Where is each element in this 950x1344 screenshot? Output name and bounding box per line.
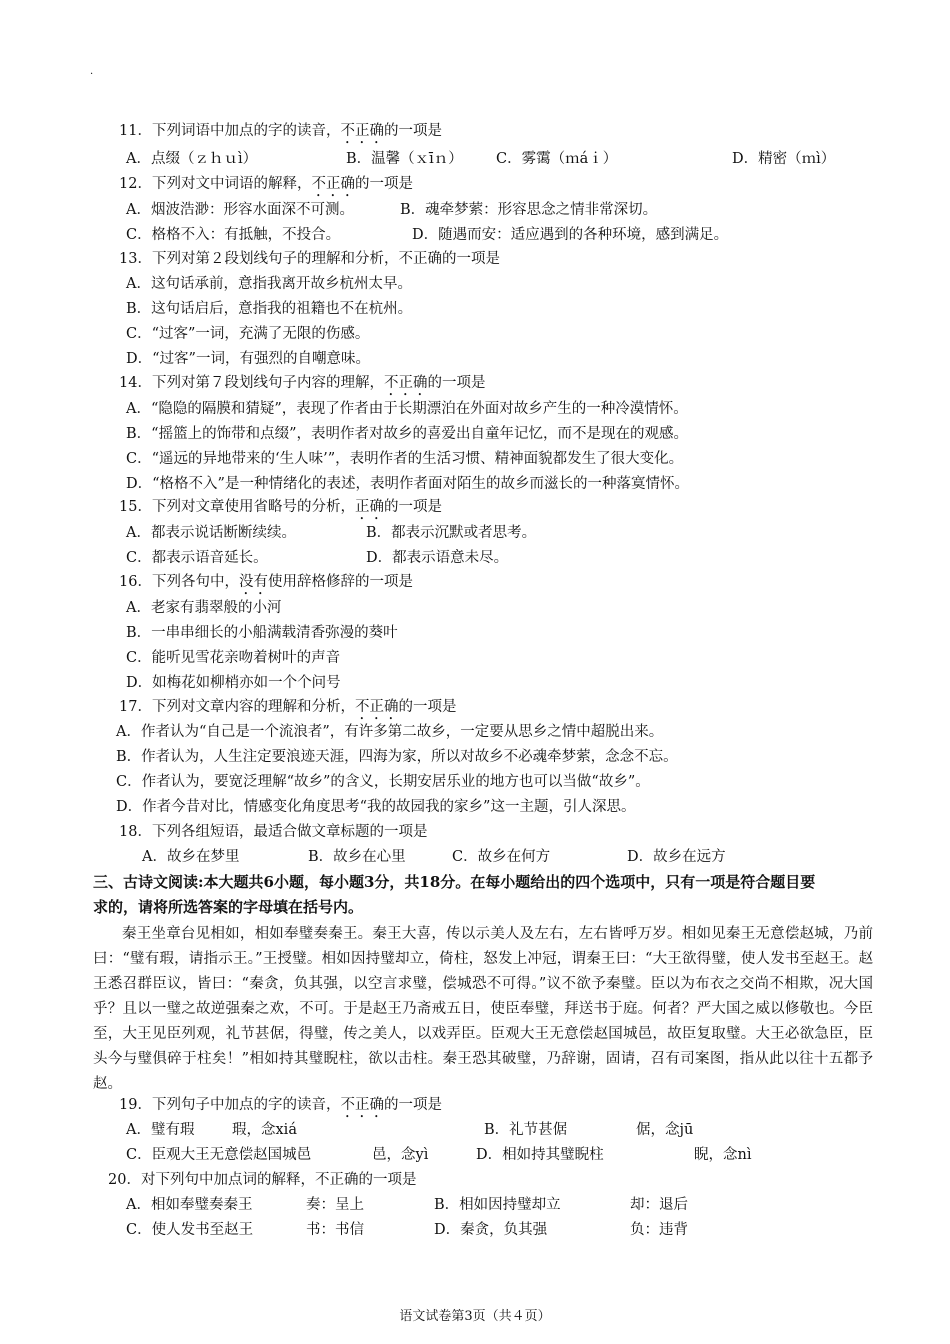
q15-option-d: D．都表示语意未尽。 (366, 550, 509, 566)
q19-option-a: A．璧有瑕 (126, 1122, 195, 1138)
q19-option-c-note: 邑，念yì (372, 1147, 429, 1163)
q16-option-d: D．如梅花如柳梢亦如一个个问号 (126, 675, 341, 691)
q12-option-a: A．烟波浩渺：形容水面深不可测。 (126, 202, 354, 218)
section-3-heading-line-1: 三、古诗文阅读:本大题共6小题，每小题3分，共18分。在每小题给出的四个选项中，只有一项是符合题目要 (93, 873, 816, 891)
q13-option-b: B．这句话启后，意指我的祖籍也不在杭州。 (126, 301, 413, 317)
q14-option-c: C．“遥远的异地带来的‘生人味’”，表明作者的生活习惯、精神面貌都发生了很大变化。 (126, 451, 684, 467)
q20-option-d-note: 负：违背 (630, 1222, 688, 1238)
q18-option-a: A．故乡在梦里 (142, 849, 240, 865)
q20-option-b: B．相如因持璧却立 (434, 1197, 561, 1213)
q12-option-d: D．随遇而安：适应遇到的各种环境，感到满足。 (412, 227, 729, 243)
page-footer: 语文试卷第3页（共４页） (399, 1309, 551, 1324)
q17-option-d: D．作者今昔对比，情感变化角度思考“我的故园我的家乡”这一主题，引人深思。 (116, 799, 636, 815)
q15-option-a: A．都表示说话断断续续。 (126, 525, 296, 541)
question-17-stem: 17．下列对文章内容的理解和分析，不正确的一项是 (119, 699, 457, 715)
question-14-stem: 14．下列对第７段划线句子内容的理解，不正确的一项是 (119, 375, 486, 391)
q16-option-a: A．老家有翡翠般的小河 (126, 600, 282, 616)
section-3-heading-line-2: 求的，请将所选答案的字母填在括号内。 (93, 898, 364, 916)
q12-option-b: B．魂牵梦萦：形容思念之情非常深切。 (400, 202, 658, 218)
q15-option-c: C．都表示语音延长。 (126, 550, 268, 566)
question-15-stem: 15．下列对文章使用省略号的分析，正确的一项是 (119, 499, 442, 515)
q20-option-b-note: 却：退后 (630, 1197, 688, 1213)
q13-option-d: D．“过客”一词，有强烈的自嘲意味。 (126, 351, 370, 367)
q20-option-c-note: 书：书信 (306, 1222, 364, 1238)
q15-option-b: B．都表示沉默或者思考。 (366, 525, 537, 541)
q19-option-c: C．臣观大王无意偿赵国城邑 (126, 1147, 312, 1163)
q19-option-b-note: 倨，念jū (636, 1122, 694, 1138)
q18-option-d: D．故乡在远方 (627, 849, 726, 865)
question-13-stem: 13．下列对第２段划线句子的理解和分析，不正确的一项是 (119, 251, 500, 267)
q19-option-a-note: 瑕，念xiá (232, 1122, 297, 1138)
q17-option-a: A．作者认为“自己是一个流浪者”，有许多第二故乡，一定要从思乡之情中超脱出来。 (116, 724, 664, 740)
q17-option-c: C．作者认为，要宽泛理解“故乡”的含义，长期安居乐业的地方也可以当做“故乡”。 (116, 774, 650, 790)
q11-option-b: B．温馨（ｘīｎ） (346, 151, 463, 167)
q20-option-c: C．使人发书至赵王 (126, 1222, 254, 1238)
q20-option-d: D．秦贪，负其强 (434, 1222, 548, 1238)
q11-option-a: A．点缀（ｚｈｕì） (126, 151, 258, 167)
q11-option-d: D．精密（ｍì） (732, 151, 836, 167)
page-mark: . (90, 66, 94, 77)
question-16-stem: 16．下列各句中，没有使用辞格修辞的一项是 (119, 574, 413, 590)
question-11-stem: 11．下列词语中加点的字的读音，不正确的一项是 (119, 123, 442, 139)
q18-option-c: C．故乡在何方 (452, 849, 551, 865)
q18-option-b: B．故乡在心里 (308, 849, 406, 865)
question-12-stem: 12．下列对文中词语的解释，不正确的一项是 (119, 176, 413, 192)
q14-option-d: D．“格格不入”是一种情绪化的表述，表明作者面对陌生的故乡而滋长的一种落寞情怀。 (126, 476, 689, 492)
passage-text: 秦王坐章台见相如，相如奉璧奏秦王。秦王大喜，传以示美人及左右，左右皆呼万岁。相如见秦王无意偿赵城，乃前曰：“璧有瑕，请指示王。”王授璧。相如因持璧却立，倚柱，怒发上冲冠，谓秦王曰：“大王欲得璧，使人发书至赵王。赵王悉召群臣议，皆曰：“秦贪，负其强，以空言求璧，偿城恐不可得。”议不欲予秦璧。臣以为布衣之交尚不相欺，况大国乎？且以一璧之故逆强秦之欢，不可。于是赵王乃斋戒五日，使臣奉璧，拜送书于庭。何者？严大国之威以修敬也。今臣至，大王见臣列观，礼节甚倨，得璧，传之美人，以戏弄臣。臣观大王无意偿赵国城邑，故臣复取璧。大王必欲急臣，臣头今与璧俱碎于柱矣！”相如持其璧睨柱，欲以击柱。秦王恐其破璧，乃辞谢，固请，召有司案图，指从此以往十五都予赵。 (93, 926, 873, 1092)
q12-option-c: C．格格不入：有抵触，不投合。 (126, 227, 341, 243)
q11-option-c: C．雾霭（ｍáｉ） (496, 151, 618, 167)
q20-option-a-note: 奏：呈上 (306, 1197, 364, 1213)
q14-option-b: B．“摇篮上的饰带和点缀”，表明作者对故乡的喜爱出自童年记忆，而不是现在的观感。 (126, 426, 688, 442)
q20-option-a: A．相如奉璧奏秦王 (126, 1197, 253, 1213)
q19-option-d-note: 睨，念nì (694, 1147, 752, 1163)
q19-option-d: D．相如持其璧睨柱 (476, 1147, 604, 1163)
q13-option-a: A．这句话承前，意指我离开故乡杭州太早。 (126, 276, 412, 292)
question-18-stem: 18．下列各组短语，最适合做文章标题的一项是 (119, 824, 428, 840)
q16-option-b: B．一串串细长的小船满载清香弥漫的葵叶 (126, 625, 398, 641)
q14-option-a: A．“隐隐的隔膜和猜疑”，表现了作者由于长期漂泊在外面对故乡产生的一种冷漠情怀。 (126, 401, 688, 417)
q17-option-b: B．作者认为，人生注定要浪迹天涯，四海为家，所以对故乡不必魂牵梦萦，念念不忘。 (116, 749, 678, 765)
question-20-stem: 20．对下列句中加点词的解释，不正确的一项是 (108, 1172, 417, 1188)
q13-option-c: C．“过客”一词，充满了无限的伤感。 (126, 326, 370, 342)
classical-passage (93, 922, 873, 1097)
q16-option-c: C．能听见雪花亲吻着树叶的声音 (126, 650, 341, 666)
question-19-stem: 19．下列句子中加点的字的读音，不正确的一项是 (119, 1097, 442, 1113)
q19-option-b: B．礼节甚倨 (484, 1122, 568, 1138)
